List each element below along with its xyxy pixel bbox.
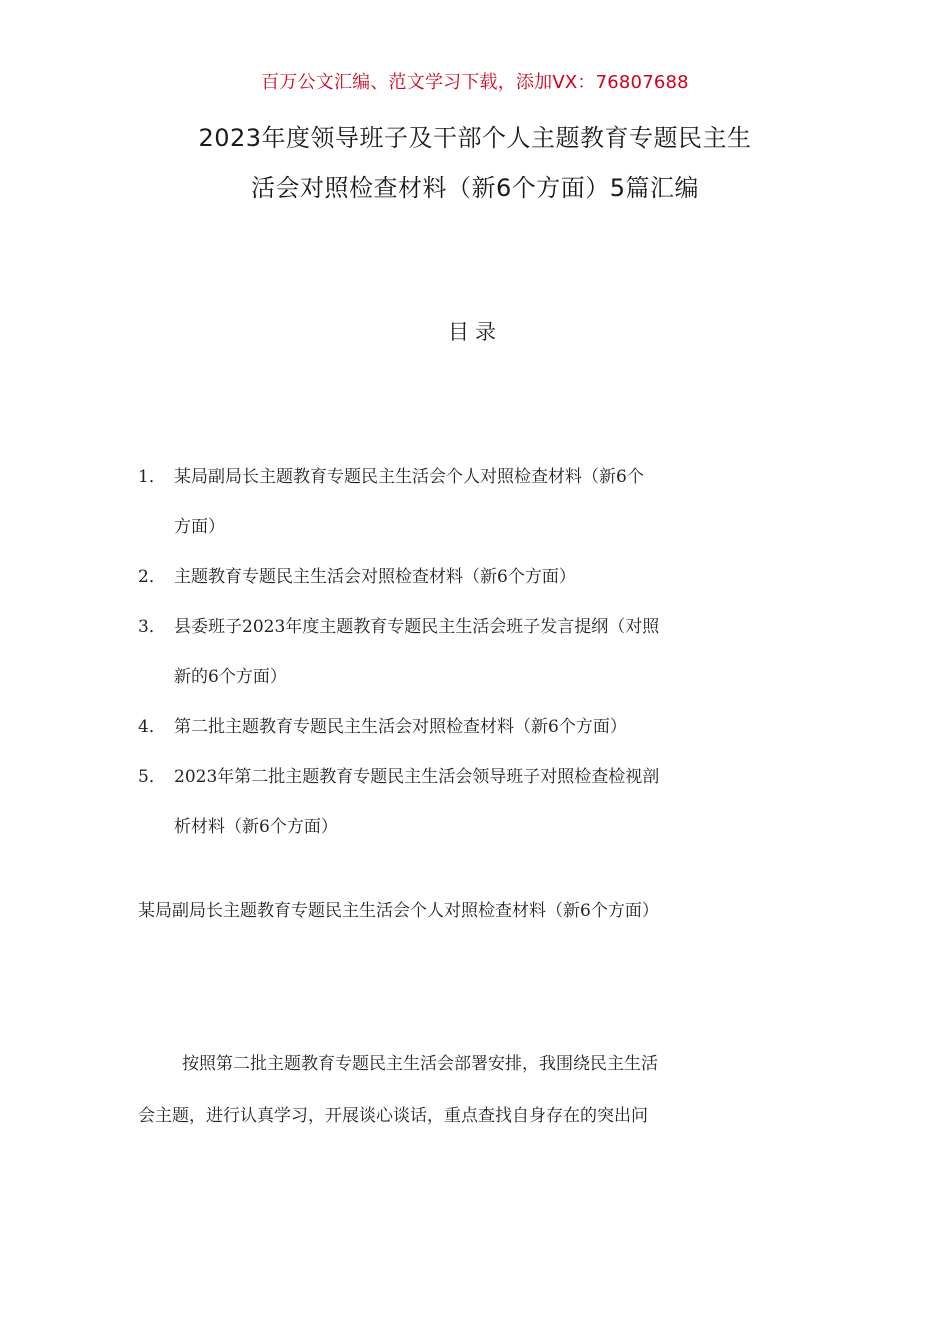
toc-item-text	[174, 452, 788, 552]
section-heading: 某局副局长主题教育专题民主生活会个人对照检查材料（新6个方面）	[138, 901, 659, 921]
toc-item-number: 1．	[138, 467, 166, 487]
table-of-contents	[138, 452, 788, 852]
toc-item-line2: 方面）	[174, 517, 225, 537]
toc-item-line2: 新的6个方面）	[174, 667, 287, 687]
toc-item-2[interactable]	[138, 552, 788, 602]
toc-item-number: 4．	[138, 717, 166, 737]
toc-item-line1: 2023年第二批主题教育专题民主生活会领导班子对照检查检视剖	[174, 767, 660, 787]
toc-item-text	[174, 602, 788, 702]
document-title-line1: 2023年度领导班子及干部个人主题教育专题民主生	[198, 124, 752, 152]
toc-item-number: 5．	[138, 767, 166, 787]
toc-item-line2: 析材料（新6个方面）	[174, 817, 338, 837]
toc-item-text	[174, 702, 788, 752]
toc-item-text	[174, 752, 788, 852]
toc-item-line1: 第二批主题教育专题民主生活会对照检查材料（新6个方面）	[174, 717, 627, 737]
document-title-line2: 活会对照检查材料（新6个方面）5篇汇编	[250, 174, 700, 202]
toc-item-number: 3．	[138, 617, 166, 637]
toc-item-3[interactable]	[138, 602, 788, 702]
toc-item-line1: 县委班子2023年度主题教育专题民主生活会班子发言提纲（对照	[174, 617, 660, 637]
toc-heading: 目录	[448, 320, 502, 344]
toc-item-1[interactable]	[138, 452, 788, 552]
toc-item-4[interactable]	[138, 702, 788, 752]
toc-item-number: 2．	[138, 567, 166, 587]
toc-item-5[interactable]	[138, 752, 788, 852]
paragraph-line2: 会主题，进行认真学习，开展谈心谈话，重点查找自身存在的突出问	[138, 1106, 648, 1126]
toc-item-line1: 主题教育专题民主生活会对照检查材料（新6个方面）	[174, 567, 576, 587]
body-paragraph	[138, 1038, 778, 1142]
promo-header: 百万公文汇编、范文学习下载，添加VX：76807688	[261, 72, 689, 93]
paragraph-line1: 按照第二批主题教育专题民主生活会部署安排，我围绕民主生活	[182, 1054, 658, 1074]
toc-item-line1: 某局副局长主题教育专题民主生活会个人对照检查材料（新6个	[174, 467, 644, 487]
toc-item-text	[174, 552, 788, 602]
